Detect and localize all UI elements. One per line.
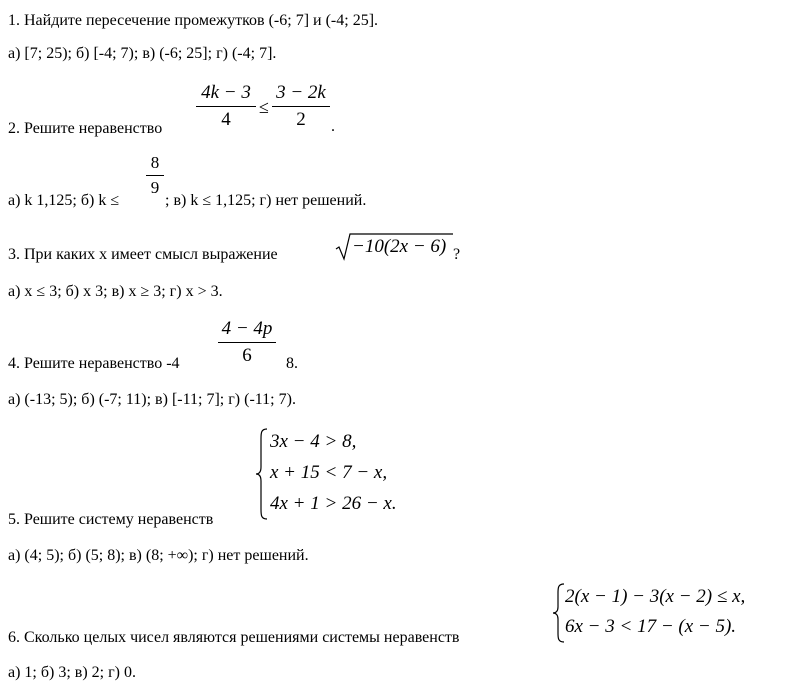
q5-left-brace-icon: [255, 427, 269, 521]
q4-trail: 8.: [286, 355, 298, 372]
q6-system: [565, 582, 745, 642]
q4-fraction: [218, 318, 276, 367]
q6-left-brace-icon: [552, 582, 566, 644]
q2-trail: .: [331, 118, 335, 135]
question-3-answers: а) x ≤ 3; б) x 3; в) x ≥ 3; г) x > 3.: [8, 283, 223, 300]
question-1-text: 1. Найдите пересечение промежутков (-6; 7] и (-4; 25].: [8, 12, 379, 29]
q6-system-row-2: 6x − 3 < 17 − (x − 5).: [565, 616, 737, 637]
q2-relation: ≤: [259, 97, 269, 117]
q3-trail: ?: [453, 246, 461, 263]
q2-right-fraction-bar: [272, 106, 330, 107]
q2-answer-numerator: 8: [150, 153, 160, 172]
question-2-text: 2. Решите неравенство: [8, 120, 163, 137]
question-4-answers: а) (-13; 5); б) (-7; 11); в) [-11; 7]; г) (-11; 7).: [8, 391, 296, 408]
q5-system: [270, 426, 397, 519]
q6-system-row-1: 2(x − 1) − 3(x − 2) ≤ x,: [565, 586, 746, 607]
q5-system-row-1: 3x − 4 > 8,: [270, 431, 357, 452]
q2-left-fraction: [196, 82, 256, 131]
q2-right-numerator: 3 − 2k: [276, 82, 326, 103]
q2-left-denominator: 4: [221, 109, 231, 130]
question-2-answers-start: а) k 1,125; б) k ≤: [8, 192, 120, 209]
q3-radicand: −10(2x − 6): [352, 236, 447, 257]
question-3-text: 3. При каких x имеет смысл выражение: [8, 246, 278, 263]
q3-radical: [335, 232, 455, 260]
q4-denominator: 6: [242, 345, 252, 366]
question-1-answers: а) [7; 25); б) [-4; 7); в) (-6; 25]; г) (-4; 7].: [8, 45, 277, 62]
q5-system-row-3: 4x + 1 > 26 − x.: [270, 493, 397, 514]
q2-answer-denominator: 9: [150, 178, 160, 197]
q4-numerator: 4 − 4p: [221, 318, 273, 339]
q2-right-fraction: [272, 82, 330, 131]
question-6-text: 6. Сколько целых чисел являются решениями системы неравенств: [8, 629, 460, 646]
q2-answer-fraction-bar: [146, 175, 164, 176]
question-2-answers-end: ; в) k ≤ 1,125; г) нет решений.: [165, 192, 367, 209]
question-5-answers: а) (4; 5); б) (5; 8); в) (8; +∞); г) нет решений.: [8, 547, 309, 564]
question-5-text: 5. Решите систему неравенств: [8, 511, 214, 528]
question-6-answers: а) 1; б) 3; в) 2; г) 0.: [8, 664, 137, 681]
q4-fraction-bar: [218, 342, 276, 343]
q5-system-row-2: x + 15 < 7 − x,: [270, 462, 388, 483]
q2-answer-fraction: [146, 153, 164, 198]
question-4-text: 4. Решите неравенство -4: [8, 355, 180, 372]
q2-left-fraction-bar: [196, 106, 256, 107]
q2-left-numerator: 4k − 3: [201, 82, 251, 103]
q2-right-denominator: 2: [296, 109, 306, 130]
